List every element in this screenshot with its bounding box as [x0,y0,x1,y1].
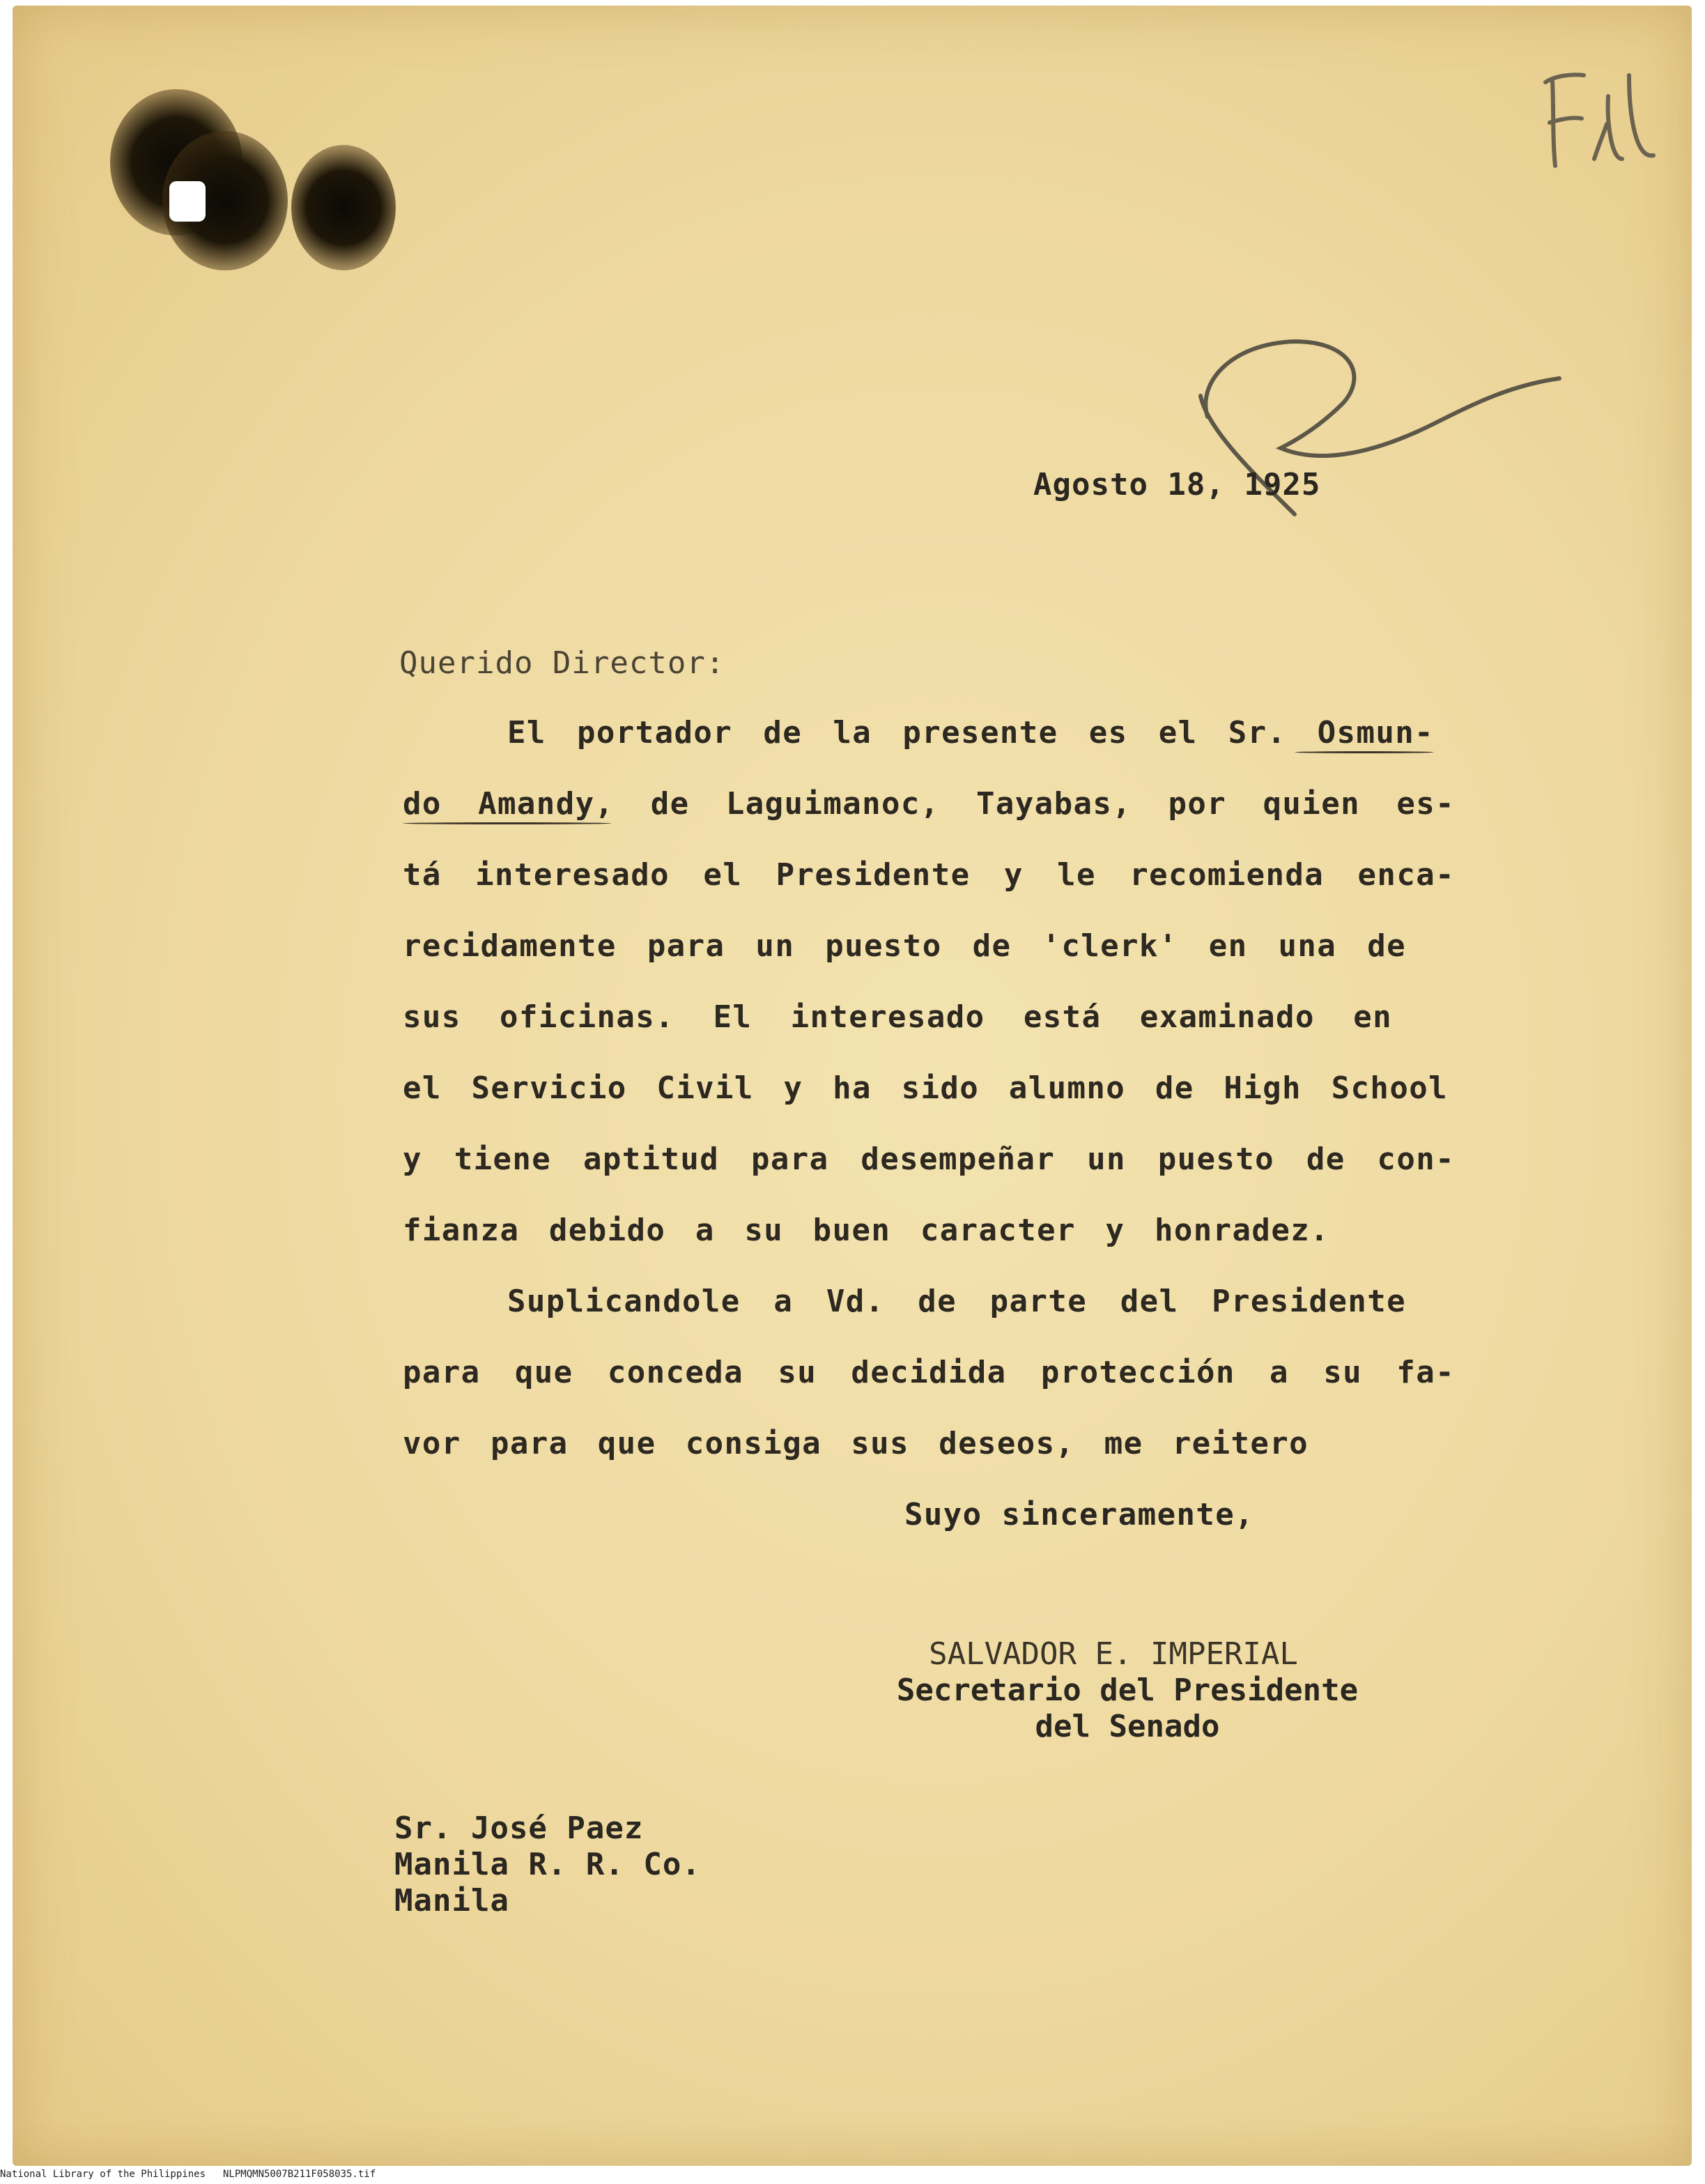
burn-hole [169,181,206,222]
signature-name: SALVADOR E. IMPERIAL [929,1636,1298,1672]
recipient-company: Manila R. R. Co. [394,1847,701,1882]
body-line: El portador de la presente es el Sr. Osmun- [507,715,1434,751]
file-id: NLPMQMN5007B211F058035.tif [223,2169,376,2180]
body-line: y tiene aptitud para desempeñar un puesto de con- [403,1141,1455,1177]
signature-title: del Senado [1035,1709,1220,1744]
body-line: vor para que consiga sus deseos, me reitero [403,1426,1309,1461]
letter-paper [13,6,1692,2166]
body-line: sus oficinas. El interesado está examinado en [403,999,1392,1035]
body-line: el Servicio Civil y ha sido alumno de High School [403,1070,1448,1106]
body-line: Suplicandole a Vd. de parte del Presidente [507,1284,1406,1319]
archive-label: National Library of the Philippines [0,2169,206,2180]
letter-date: Agosto 18, 1925 [1033,467,1321,502]
burn-mark [291,145,396,270]
recipient-name: Sr. José Paez [394,1810,644,1846]
salutation: Querido Director: [399,645,725,681]
handwritten-mark [1169,326,1587,535]
body-line: recidamente para un puesto de 'clerk' en una de [403,928,1406,964]
closing: Suyo sinceramente, [904,1497,1255,1532]
body-line: tá interesado el Presidente y le recomienda enca- [403,857,1455,893]
body-line: do Amandy, de Laguimanoc, Tayabas, por quien es- [403,786,1455,822]
handwritten-file-note [1525,54,1664,180]
recipient-city: Manila [394,1883,509,1918]
signature-title: Secretario del Presidente [896,1672,1359,1708]
body-line: para que conceda su decidida protección a su fa- [403,1355,1455,1390]
name-underline [403,822,612,824]
name-underline [1295,751,1434,753]
body-line: fianza debido a su buen caracter y honradez. [403,1213,1329,1248]
